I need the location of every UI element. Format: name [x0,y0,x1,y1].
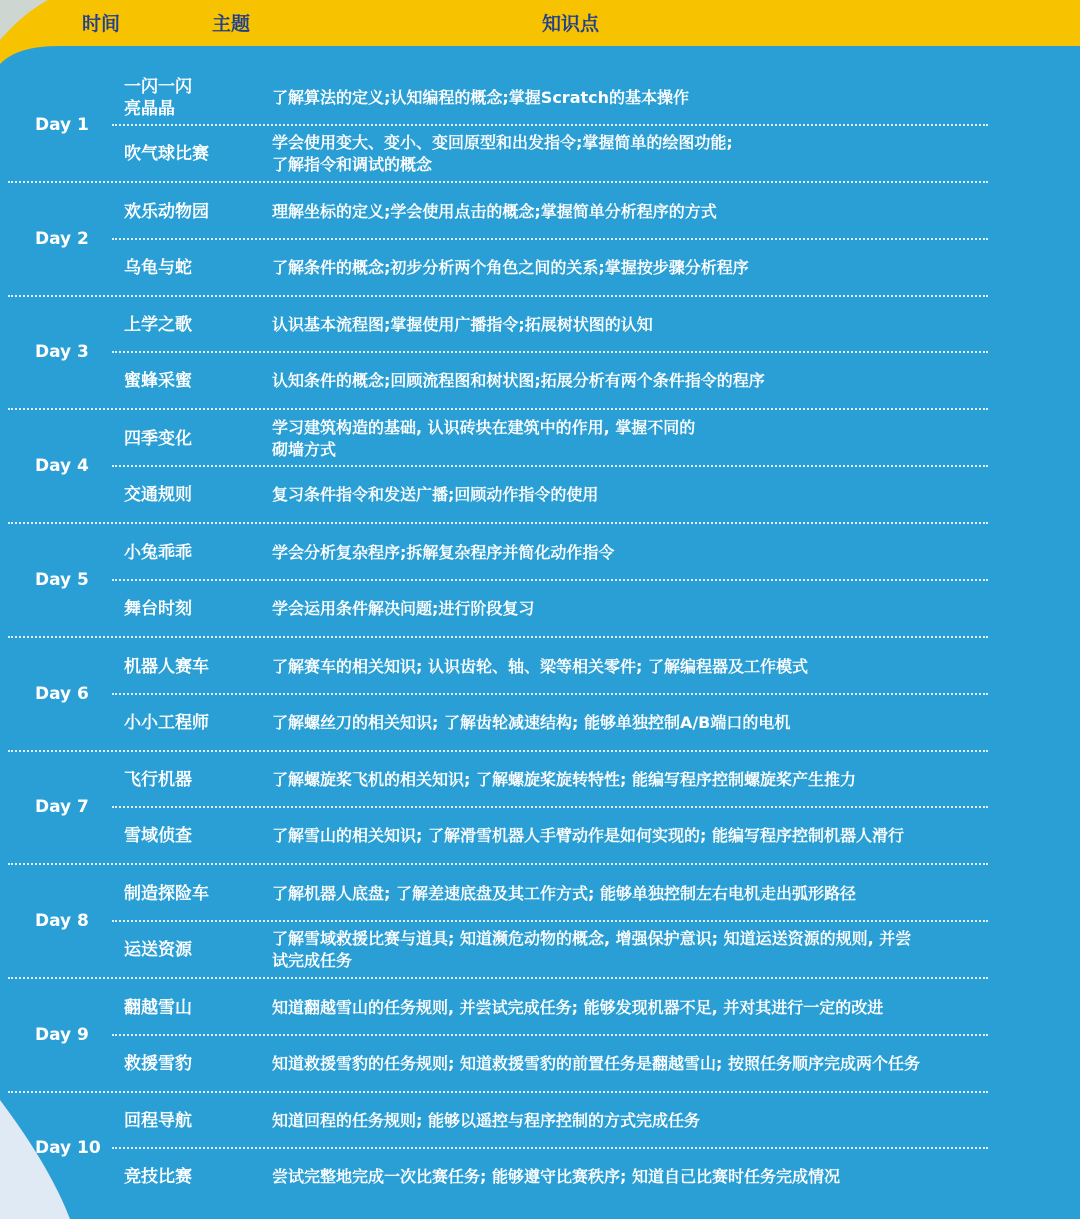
lesson-knowledge: 学习建筑构造的基础, 认识砖块在建筑中的作用, 掌握不同的 砌墙方式 [272,418,696,460]
lesson-knowledge: 了解螺旋桨飞机的相关知识; 了解螺旋桨旋转特性; 能编写程序控制螺旋桨产生推力 [272,770,856,790]
lesson-topic: 运送资源 [124,939,192,960]
lesson-divider [112,693,988,695]
lesson-divider [112,124,988,126]
day-label: Day 4 [35,456,89,477]
header-time: 时间 [82,13,121,35]
lesson-knowledge: 学会分析复杂程序;拆解复杂程序并简化动作指令 [272,542,615,562]
lesson-topic: 小小工程师 [124,712,209,733]
lesson-topic: 吹气球比赛 [124,144,209,164]
lesson-knowledge: 了解螺丝刀的相关知识; 了解齿轮减速结构; 能够单独控制A/B端口的电机 [272,712,791,732]
lesson-knowledge: 了解算法的定义;认知编程的概念;掌握Scratch的基本操作 [272,88,690,107]
day-divider [8,1091,988,1093]
lesson-knowledge: 认识基本流程图;掌握使用广播指令;拓展树状图的认知 [272,315,653,335]
day-divider [8,295,988,297]
day-divider [8,181,988,183]
lesson-knowledge: 了解条件的概念;初步分析两个角色之间的关系;掌握按步骤分析程序 [272,257,749,277]
lesson-knowledge: 了解赛车的相关知识; 认识齿轮、轴、梁等相关零件; 了解编程器及工作模式 [272,656,808,676]
day-label: Day 10 [35,1138,101,1159]
day-label: Day 2 [35,228,89,249]
lesson-knowledge: 了解雪域救援比赛与道具; 知道濒危动物的概念, 增强保护意识; 知道运送资源的规则, 并尝 试完成任务 [272,928,912,970]
lesson-knowledge: 了解机器人底盘; 了解差速底盘及其工作方式; 能够单独控制左右电机走出弧形路径 [272,883,856,903]
lesson-knowledge: 复习条件指令和发送广播;回顾动作指令的使用 [272,485,599,505]
lesson-topic: 乌龟与蛇 [124,257,192,278]
day-label: Day 1 [35,115,89,135]
lesson-knowledge: 学会使用变大、变小、变回原型和出发指令;掌握简单的绘图功能; 了解指令和调试的概念 [272,133,733,174]
day-label: Day 6 [35,683,89,704]
lesson-knowledge: 理解坐标的定义;学会使用点击的概念;掌握简单分析程序的方式 [272,201,717,221]
day-label: Day 3 [35,342,89,363]
lesson-topic: 制造探险车 [124,883,209,904]
lesson-knowledge: 尝试完整地完成一次比赛任务; 能够遵守比赛秩序; 知道自己比赛时任务完成情况 [272,1167,840,1187]
lesson-knowledge: 知道救援雪豹的任务规则; 知道救援雪豹的前置任务是翻越雪山; 按照任务顺序完成两个任务 [272,1053,920,1073]
lesson-topic: 四季变化 [124,429,192,450]
lesson-divider [112,579,988,581]
lesson-topic: 小兔乖乖 [124,542,192,563]
lesson-topic: 上学之歌 [124,315,192,336]
lesson-topic: 欢乐动物园 [124,201,209,222]
lesson-knowledge: 知道回程的任务规则; 能够以遥控与程序控制的方式完成任务 [272,1111,700,1131]
lesson-divider [112,1147,988,1149]
lesson-topic: 翻越雪山 [124,997,192,1018]
lesson-knowledge: 学会运用条件解决问题;进行阶段复习 [272,598,535,618]
lesson-topic: 飞行机器 [124,770,192,791]
lesson-topic: 救援雪豹 [124,1053,192,1074]
lesson-topic: 竞技比赛 [124,1167,192,1188]
lesson-knowledge: 知道翻越雪山的任务规则, 并尝试完成任务; 能够发现机器不足, 并对其进行一定的改进 [272,997,884,1017]
header-knowledge: 知识点 [542,13,600,35]
lesson-topic: 雪域侦查 [124,826,192,847]
day-divider [8,636,988,638]
day-divider [8,863,988,865]
lesson-topic: 一闪一闪 亮晶晶 [124,77,192,119]
lesson-divider [112,351,988,353]
lesson-topic: 机器人赛车 [124,656,209,677]
lesson-divider [112,1034,988,1036]
header-topic: 主题 [212,13,251,35]
lesson-divider [112,238,988,240]
day-divider [8,408,988,410]
lesson-knowledge: 了解雪山的相关知识; 了解滑雪机器人手臂动作是如何实现的; 能编写程序控制机器人滑行 [272,826,904,846]
lesson-divider [112,920,988,922]
day-label: Day 7 [35,797,89,818]
day-label: Day 9 [35,1024,89,1045]
lesson-knowledge: 认知条件的概念;回顾流程图和树状图;拓展分析有两个条件指令的程序 [272,371,765,391]
lesson-topic: 舞台时刻 [124,598,192,619]
lesson-topic: 交通规则 [124,485,192,506]
day-label: Day 5 [35,569,89,590]
lesson-divider [112,465,988,467]
lesson-divider [112,806,988,808]
day-divider [8,977,988,979]
lesson-topic: 回程导航 [124,1111,192,1132]
day-label: Day 8 [35,910,89,931]
lesson-topic: 蜜蜂采蜜 [124,371,192,392]
day-divider [8,522,988,524]
day-divider [8,750,988,752]
